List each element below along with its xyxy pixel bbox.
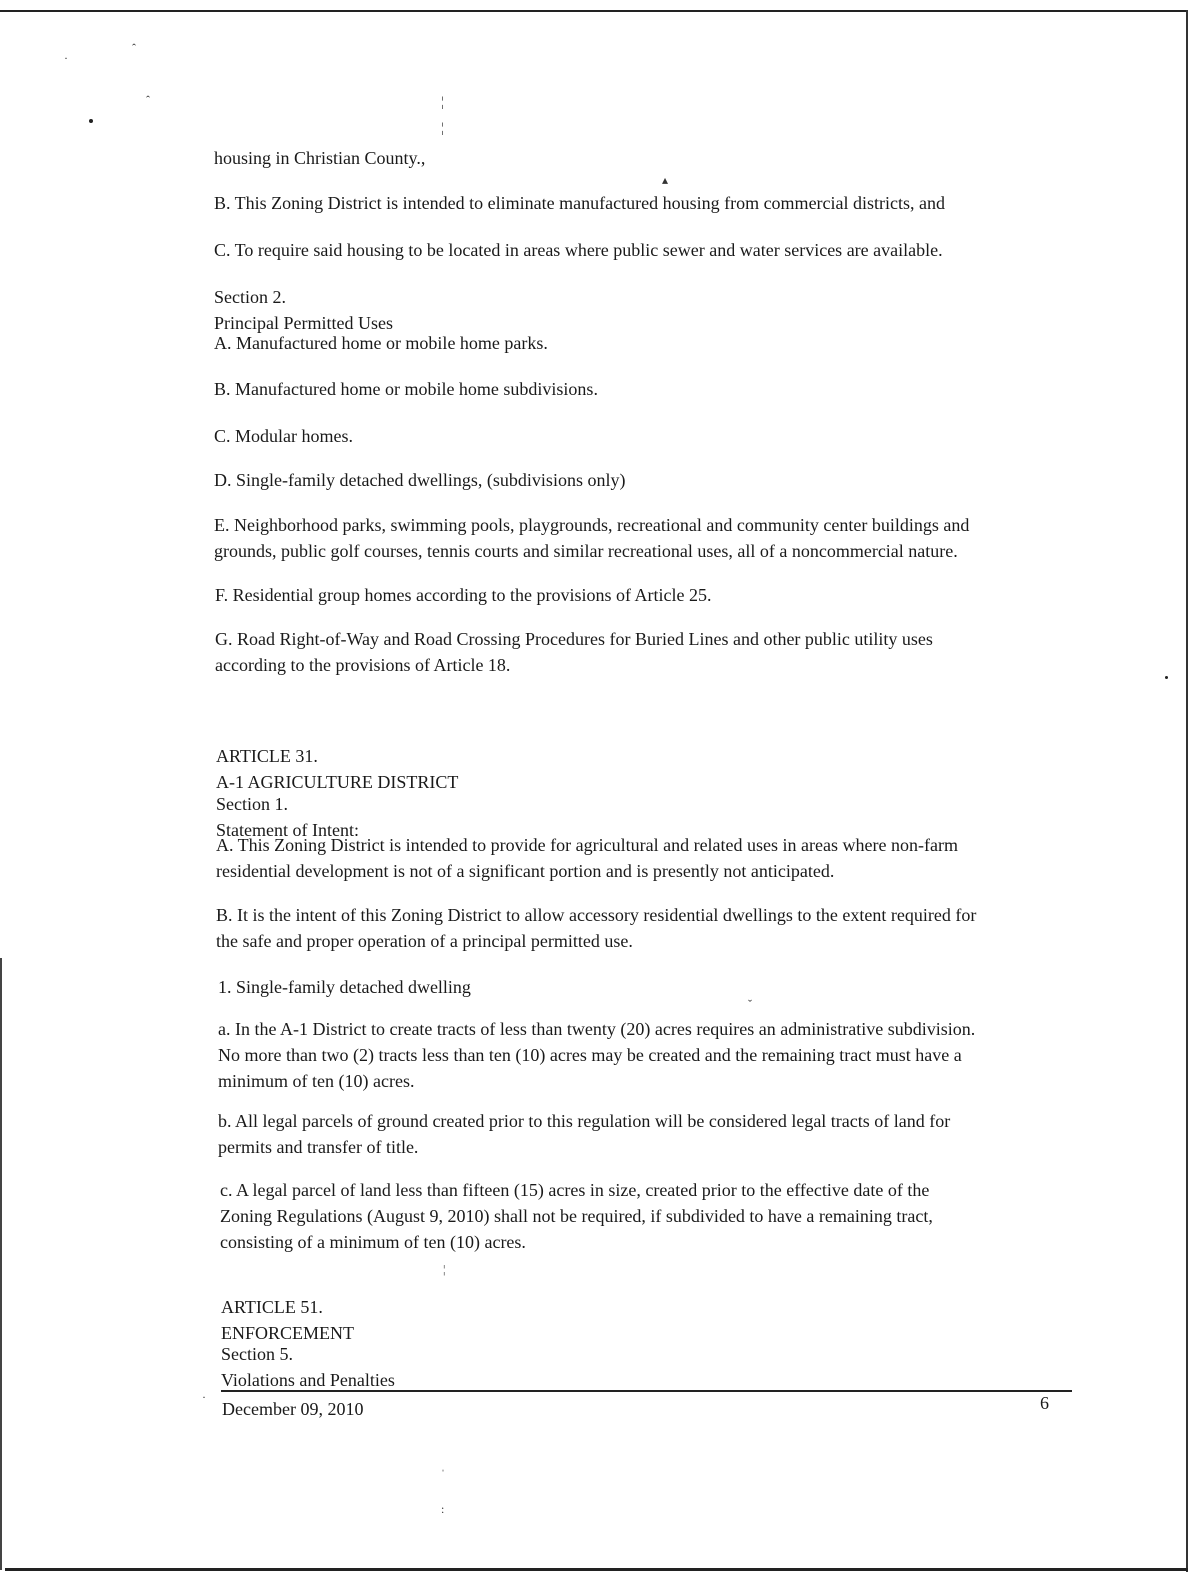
text-line: A. This Zoning District is intended to provide for agricultural and related uses in areas where non-farm: [216, 835, 958, 855]
section-heading: [221, 1341, 395, 1393]
text-line: permits and transfer of title.: [218, 1137, 419, 1157]
sub-item-a: [218, 1016, 975, 1094]
text-line: minimum of ten (10) acres.: [218, 1071, 415, 1091]
use-item: B. Manufactured home or mobile home subdivisions.: [214, 379, 598, 399]
scan-speck: ˆ: [132, 41, 136, 55]
page-border-top: [0, 10, 1188, 12]
article-title: ENFORCEMENT: [221, 1323, 355, 1343]
text-line: b. All legal parcels of ground created prior to this regulation will be considered legal tracts of land for: [218, 1111, 951, 1131]
use-item-g: [215, 626, 933, 678]
text-line: the safe and proper operation of a principal permitted use.: [216, 931, 633, 951]
scan-speck: ¦: [441, 95, 444, 110]
footer-rule: [221, 1390, 1072, 1392]
text-line: housing in Christian County.,: [214, 148, 426, 168]
scan-speck: ·: [64, 51, 68, 65]
page-number: 6: [1040, 1393, 1049, 1413]
use-item: A. Manufactured home or mobile home parks.: [214, 333, 548, 353]
article-number: ARTICLE 51.: [221, 1297, 323, 1317]
text-line: No more than two (2) tracts less than ten (10) acres may be created and the remaining tract must have a: [218, 1045, 962, 1065]
use-item-f: F. Residential group homes according to the provisions of Article 25.: [215, 585, 712, 605]
text-line: E. Neighborhood parks, swimming pools, playgrounds, recreational and community center buildings and: [214, 515, 970, 535]
section-heading: [214, 284, 393, 336]
scan-speck: ▴: [662, 173, 669, 187]
intent-paragraph-b: [216, 902, 976, 954]
page-border-left: [0, 958, 2, 1570]
sub-item-b: [218, 1108, 950, 1160]
text-line: B. It is the intent of this Zoning District to allow accessory residential dwellings to the extent required for: [216, 905, 977, 925]
scan-speck: ˈ: [441, 1467, 445, 1481]
text-line: Zoning Regulations (August 9, 2010) shall not be required, if subdivided to have a remaining tract,: [220, 1206, 933, 1226]
section-number: Section 2.: [214, 287, 286, 307]
text-line: residential development is not of a significant portion and is presently not anticipated.: [216, 861, 835, 881]
scan-speck: :: [441, 1502, 445, 1516]
intent-paragraph-c: C. To require said housing to be located in areas where public sewer and water services are available.: [214, 240, 943, 260]
intent-paragraph-b: B. This Zoning District is intended to eliminate manufactured housing from commercial districts, and: [214, 193, 946, 213]
page-border-bottom: [5, 1568, 1188, 1571]
scan-speck: ˆ: [146, 93, 150, 107]
scan-speck: ˇ: [748, 997, 752, 1011]
use-item: D. Single-family detached dwellings, (subdivisions only): [214, 470, 626, 490]
article-number: ARTICLE 31.: [216, 746, 318, 766]
scan-speck: [89, 119, 93, 123]
text-line: a. In the A-1 District to create tracts of less than twenty (20) acres requires an administrative subdivision.: [218, 1019, 976, 1039]
footer-date: December 09, 2010: [222, 1399, 364, 1419]
text-line: consisting of a minimum of ten (10) acres.: [220, 1232, 526, 1252]
page-border-right: [1186, 10, 1188, 1572]
section-number: Section 1.: [216, 794, 288, 814]
article-heading: [216, 743, 458, 795]
section-number: Section 5.: [221, 1344, 293, 1364]
intent-paragraph-a: [216, 832, 958, 884]
section-title: Violations and Penalties: [221, 1370, 395, 1390]
text-line: G. Road Right-of-Way and Road Crossing Procedures for Buried Lines and other public utility uses: [215, 629, 933, 649]
scan-speck: ¦: [443, 1262, 446, 1276]
scan-speck: [1165, 676, 1168, 679]
article-heading: [221, 1294, 363, 1346]
section-title: Principal Permitted Uses: [214, 313, 393, 333]
article-title: A-1 AGRICULTURE DISTRICT: [216, 772, 459, 792]
use-item: C. Modular homes.: [214, 426, 353, 446]
scan-speck: ¦: [441, 121, 444, 136]
text-line: c. A legal parcel of land less than fifteen (15) acres in size, created prior to the effective date of the: [220, 1180, 930, 1200]
scan-speck: ·: [202, 1390, 206, 1404]
use-item-e: [214, 512, 969, 564]
text-line: grounds, public golf courses, tennis courts and similar recreational uses, all of a noncommercial nature.: [214, 541, 958, 561]
text-line: according to the provisions of Article 18.: [215, 655, 511, 675]
sub-item-c: [220, 1177, 933, 1255]
numbered-item: 1. Single-family detached dwelling: [218, 977, 471, 997]
section-title: Statement of Intent:: [216, 820, 359, 840]
